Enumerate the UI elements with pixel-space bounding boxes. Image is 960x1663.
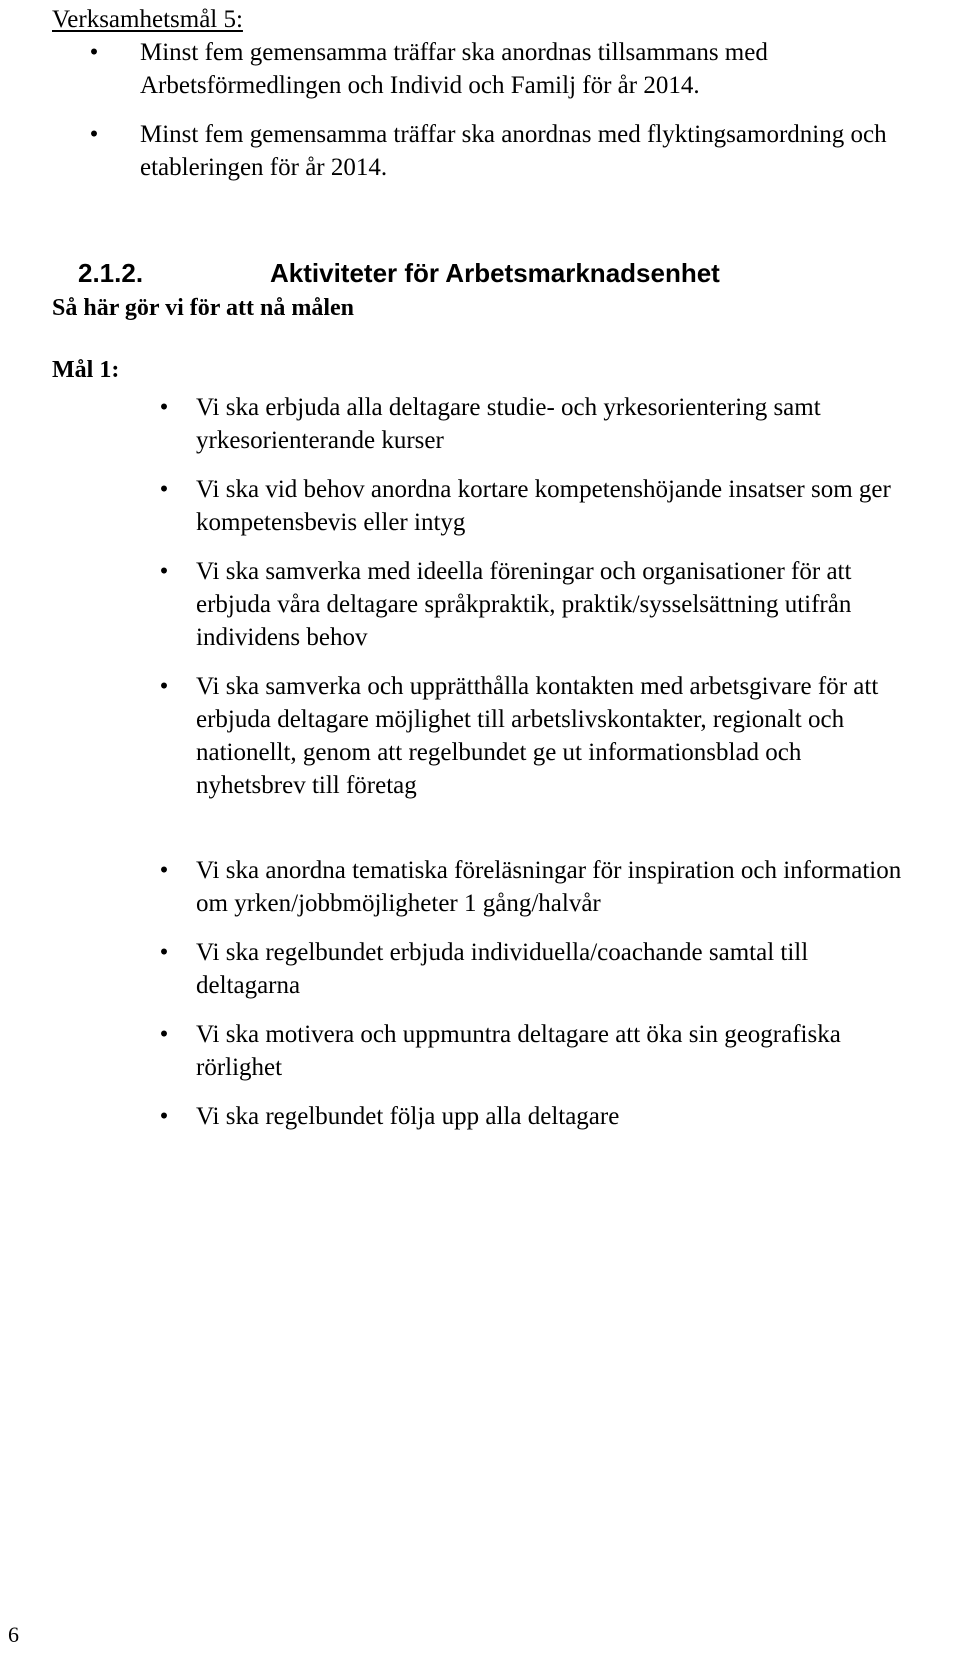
activity-item-text: Vi ska samverka med ideella föreningar och organisationer för att erbjuda våra deltagare språkpraktik, praktik/sysselsättning utifrån individens behov [196, 558, 852, 651]
bullet-icon: • [159, 939, 169, 966]
activity-item [159, 1018, 916, 1084]
activity-item-text: Vi ska regelbundet följa upp alla deltagare [196, 1103, 620, 1130]
activity-item-text: Vi ska anordna tematiska föreläsningar för inspiration och information om yrken/jobbmöjligheter 1 gång/halvår [196, 857, 902, 917]
bullet-icon: • [89, 121, 99, 148]
goal-item-text: Minst fem gemensamma träffar ska anordnas med flyktingsamordning och etableringen för år 2014. [140, 121, 887, 181]
activity-item [159, 670, 916, 802]
goal-title: Verksamhetsmål 5: [52, 6, 243, 33]
bullet-icon: • [159, 394, 169, 421]
activity-item-text: Vi ska motivera och uppmuntra deltagare att öka sin geografiska rörlighet [196, 1021, 841, 1081]
activity-item [159, 473, 916, 539]
activity-item-text: Vi ska regelbundet erbjuda individuella/coachande samtal till deltagarna [196, 939, 809, 999]
bullet-icon: • [159, 857, 169, 884]
goal-item [89, 36, 940, 102]
bullet-icon: • [159, 673, 169, 700]
section-number: 2.1.2. [78, 258, 144, 288]
section-title: Aktiviteter för Arbetsmarknadsenhet [270, 258, 720, 288]
activity-item [159, 854, 916, 920]
bullet-icon: • [159, 558, 169, 585]
section-heading [52, 256, 720, 290]
activity-item-text: Vi ska erbjuda alla deltagare studie- och yrkesorientering samt yrkesorienterande kurser [196, 394, 821, 454]
activity-item [159, 391, 916, 457]
page-number: 6 [8, 1622, 19, 1647]
activity-item [159, 936, 916, 1002]
activity-item-text: Vi ska samverka och upprätthålla kontakten med arbetsgivare för att erbjuda deltagare möjlighet till arbetslivskontakter, regionalt och nationellt, genom att regelbundet ge ut informationsblad och nyhetsbrev till företag [196, 673, 879, 799]
goal-item [89, 118, 940, 184]
activity-item [159, 1100, 916, 1133]
bullet-icon: • [159, 476, 169, 503]
activity-item-text: Vi ska vid behov anordna kortare kompetenshöjande insatser som ger kompetensbevis eller intyg [196, 476, 891, 536]
section-subtitle: Så här gör vi för att nå målen [52, 295, 355, 321]
bullet-icon: • [159, 1021, 169, 1048]
bullet-icon: • [159, 1103, 169, 1130]
bullet-icon: • [89, 39, 99, 66]
activities-label: Mål 1: [52, 357, 120, 383]
goal-item-text: Minst fem gemensamma träffar ska anordnas tillsammans med Arbetsförmedlingen och Individ och Familj för år 2014. [140, 39, 768, 99]
activity-item [159, 555, 916, 654]
